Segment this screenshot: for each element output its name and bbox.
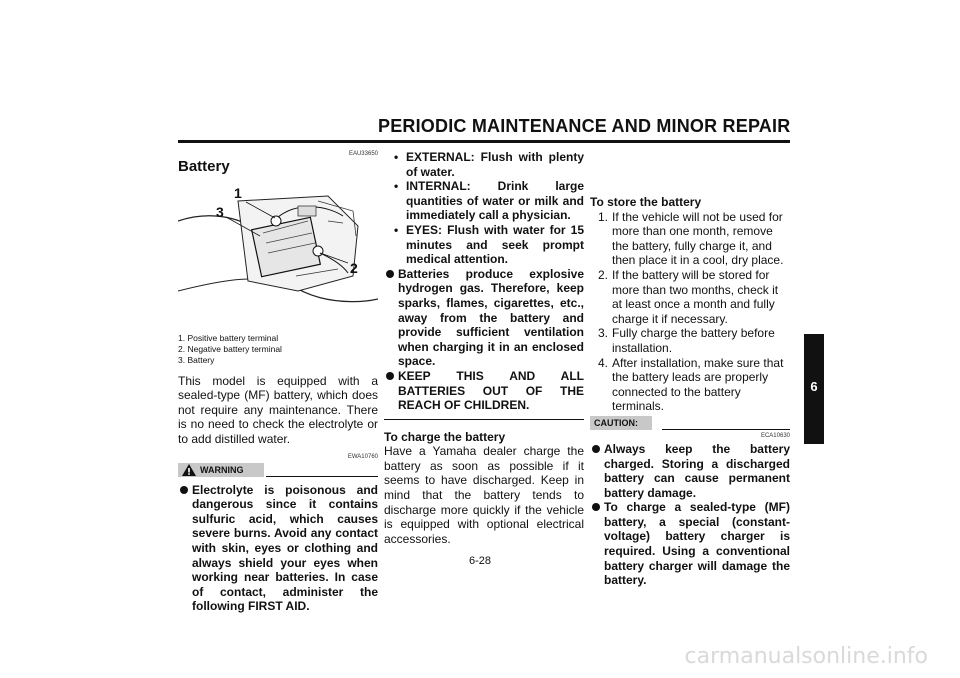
charge-paragraph: Have a Yamaha dealer charge the battery as soon as possible if it seems to have discharged. Keep in mind that the battery tends to discharge more quickly if the vehicle is equipped with optional electrical accessories. bbox=[384, 444, 584, 546]
first-aid-item: • INTERNAL: Drink large quantities of water or milk and immediately call a physician. bbox=[384, 179, 584, 223]
warning-list bbox=[178, 483, 378, 614]
step-text: If the battery will be stored for more than two months, check it at least once a month and fully charge it if necessary. bbox=[612, 267, 779, 326]
title-rule bbox=[178, 140, 790, 143]
warning-label: WARNING bbox=[200, 464, 244, 475]
caution-item: To charge a sealed-type (MF) battery, a special (constant-voltage) battery charger is required. Using a conventional battery charger will damage the battery. bbox=[590, 500, 790, 588]
column-3 bbox=[590, 195, 790, 588]
store-steps bbox=[590, 210, 790, 414]
caution-rule bbox=[662, 429, 790, 430]
warning-rule bbox=[266, 476, 378, 477]
figure-caption bbox=[178, 333, 378, 366]
caption-item: 3. Battery bbox=[178, 354, 215, 365]
first-aid-item: • EYES: Flush with water for 15 minutes and seek prompt medical attention. bbox=[384, 223, 584, 267]
caution-header bbox=[590, 416, 790, 432]
intro-paragraph: This model is equipped with a sealed-type (MF) battery, which does not require any maintenance. There is no need to check the electrolyte or to add distilled water. bbox=[178, 373, 378, 446]
step-number: 1. bbox=[598, 209, 609, 224]
step-text: After installation, make sure that the battery leads are properly connected to the battery terminals. bbox=[612, 355, 784, 414]
battery-figure bbox=[178, 181, 378, 331]
caution-list bbox=[590, 442, 790, 588]
store-step bbox=[590, 210, 790, 268]
warning-label-box bbox=[178, 463, 264, 477]
section-code: EAU33650 bbox=[348, 151, 378, 157]
store-step bbox=[590, 356, 790, 414]
warning-list-continued bbox=[384, 267, 584, 413]
battery-illustration bbox=[178, 181, 378, 331]
store-step bbox=[590, 268, 790, 326]
first-aid-list bbox=[384, 150, 584, 267]
caption-item: 1. Positive battery terminal bbox=[178, 332, 279, 343]
watermark: carmanualsonline.info bbox=[684, 644, 928, 669]
chapter-tab-number: 6 bbox=[810, 379, 818, 394]
warning-code: EWA10760 bbox=[347, 453, 378, 460]
warning-box bbox=[178, 453, 378, 614]
column-1 bbox=[178, 150, 378, 614]
caution-label: CAUTION: bbox=[590, 416, 652, 430]
page-number: 6-28 bbox=[468, 555, 492, 567]
column-2 bbox=[384, 150, 584, 546]
caption-item: 2. Negative battery terminal bbox=[178, 343, 282, 354]
store-heading: To store the battery bbox=[590, 195, 702, 209]
warning-item: KEEP THIS AND ALL BATTERIES OUT OF THE REACH OF CHILDREN. bbox=[384, 369, 584, 413]
warning-header bbox=[178, 463, 378, 479]
chapter-tab bbox=[804, 334, 824, 444]
callout-3: 3 bbox=[216, 203, 224, 220]
caution-item: Always keep the battery charged. Storing a discharged battery can cause permanent battery damage. bbox=[590, 442, 790, 500]
step-text: If the vehicle will not be used for more than one month, remove the battery, fully charge it, and then place it in a cool, dry place. bbox=[612, 209, 784, 268]
callout-2: 2 bbox=[350, 259, 358, 276]
section-heading: Battery bbox=[178, 158, 230, 175]
step-number: 3. bbox=[598, 326, 609, 341]
page-title: PERIODIC MAINTENANCE AND MINOR REPAIR bbox=[378, 116, 791, 136]
warning-item: Batteries produce explosive hydrogen gas. Therefore, keep sparks, flames, cigarettes, etc., away from the battery and provide sufficient ventilation when charging it in an enclosed space. bbox=[384, 267, 584, 369]
warning-triangle-icon bbox=[182, 464, 196, 476]
step-number: 4. bbox=[598, 355, 609, 370]
caution-box bbox=[590, 416, 790, 588]
warning-end-rule bbox=[384, 419, 584, 420]
step-number: 2. bbox=[598, 267, 609, 282]
caution-code: ECA10630 bbox=[760, 432, 790, 439]
step-text: Fully charge the battery before installation. bbox=[612, 326, 775, 355]
first-aid-item: • EXTERNAL: Flush with plenty of water. bbox=[384, 150, 584, 179]
store-step bbox=[590, 326, 790, 355]
warning-item: Electrolyte is poisonous and dangerous since it contains sulfuric acid, which causes severe burns. Avoid any contact with skin, eyes or clothing and always shield your eyes when working near batteries. In case of contact, administer the following FIRST AID. bbox=[178, 483, 378, 614]
callout-1: 1 bbox=[234, 184, 242, 201]
charge-heading: To charge the battery bbox=[384, 429, 506, 444]
